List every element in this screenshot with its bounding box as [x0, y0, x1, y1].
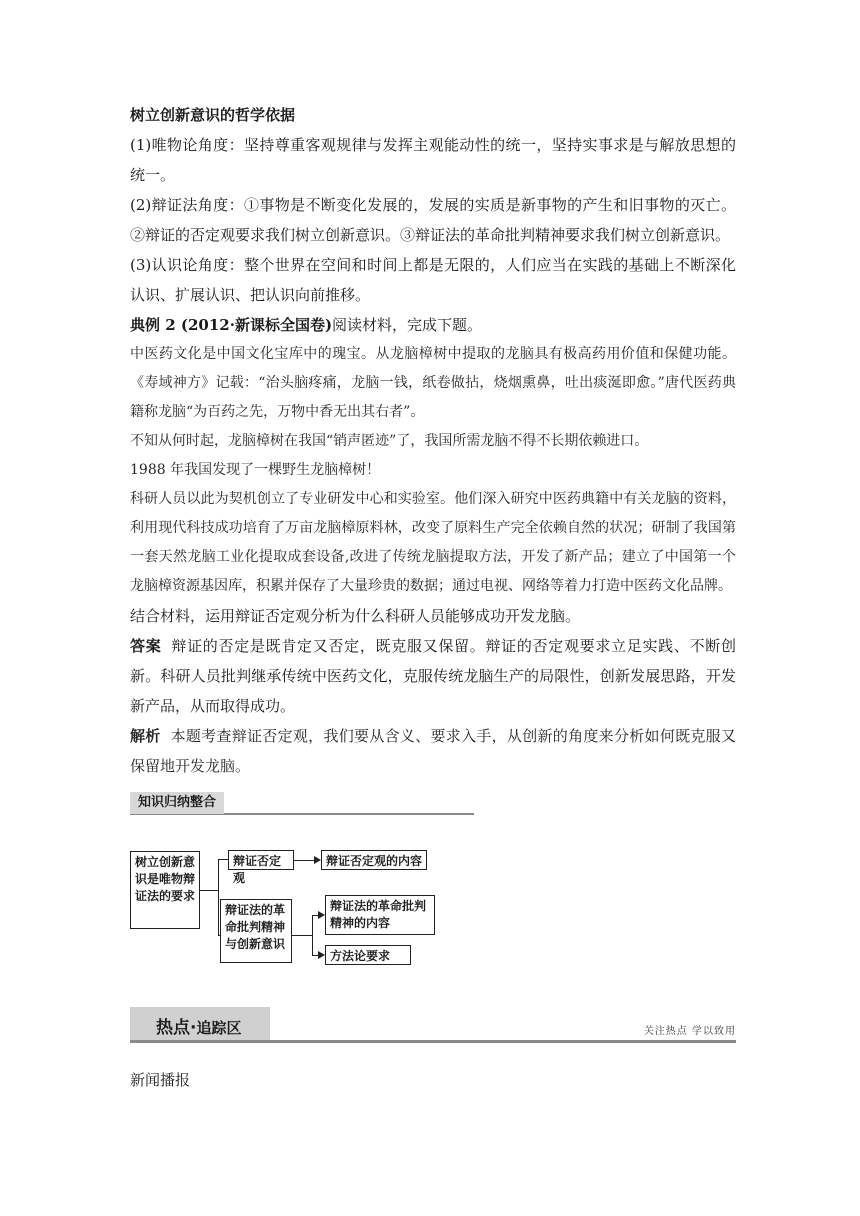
- connector-line: [218, 859, 228, 860]
- question-text: 结合材料，运用辩证否定观分析为什么科研人员能够成功开发龙脑。: [130, 607, 581, 625]
- hot-bar-right-text: 关注热点 学以致用: [643, 1026, 736, 1037]
- hot-bar-rule: [130, 1040, 736, 1043]
- hot-bar-title-main: 热点: [156, 1018, 190, 1038]
- connector-line: [218, 859, 219, 935]
- example-header: [130, 310, 736, 340]
- document-page: [130, 100, 736, 1095]
- point-dialectics: (2)辩证法角度：①事物是不断变化发展的，发展的实质是新事物的产生和旧事物的灭亡。②辩证的否定观要求我们树立创新意识。③辩证法的革命批判精神要求我们树立创新意识。: [130, 196, 736, 244]
- point-materialism: (1)唯物论角度：坚持尊重客观规律与发挥主观能动性的统一，坚持实事求是与解放思想的统一。: [130, 136, 736, 184]
- hot-topic-bar: [130, 1007, 736, 1043]
- diagram-branch2-leaf1-box: 辩证法的革命批判精神的内容: [325, 895, 435, 935]
- diagram-root-box: 树立创新意识是唯物辩证法的要求: [130, 851, 200, 929]
- hot-bar-title: [156, 1013, 241, 1038]
- example-label: 典例 2 (2012·新课标全国卷): [130, 316, 333, 334]
- analysis-label: 解析: [130, 727, 161, 745]
- material-paragraph: 不知从何时起，龙脑樟树在我国“销声匿迹”了，我国所需龙脑不得不长期依赖进口。: [130, 433, 649, 449]
- diagram-branch2-box: 辩证法的革命批判精神与创新意识: [220, 899, 292, 963]
- connector-line: [292, 935, 312, 936]
- example-instruction: 阅读材料，完成下题。: [332, 316, 483, 334]
- answer-label: 答案: [130, 637, 162, 655]
- diagram-branch1-leaf-box: 辩证否定观的内容: [321, 850, 427, 870]
- knowledge-diagram: [130, 831, 736, 981]
- hot-bar-title-sub: 追踪区: [196, 1019, 242, 1037]
- diagram-branch2-leaf2-box: 方法论要求: [325, 945, 411, 965]
- diagram-branch1-box: 辩证否定观: [228, 850, 294, 870]
- summary-section-header: [130, 791, 474, 815]
- section-heading: 树立创新意识的哲学依据: [130, 106, 296, 124]
- analysis-text: 本题考查辩证否定观，我们要从含义、要求入手，从创新的角度来分析如何既克服又保留地开发龙脑。: [130, 727, 736, 775]
- connector-line: [294, 860, 314, 861]
- arrow-right-icon: [314, 856, 321, 864]
- answer-text: 辩证的否定是既肯定又否定，既克服又保留。辩证的否定观要求立足实践、不断创新。科研人员批判继承传统中医药文化，克服传统龙脑生产的局限性，创新发展思路，开发新产品，从而取得成功。: [130, 637, 736, 715]
- hot-bar-title-dot: ·: [190, 1018, 197, 1038]
- analysis-block: [130, 721, 736, 781]
- point-epistemology: (3)认识论角度：整个世界在空间和时间上都是无限的，人们应当在实践的基础上不断深化认识、扩展认识、把认识向前推移。: [130, 256, 736, 304]
- arrow-right-icon: [318, 951, 325, 959]
- material-paragraph: 科研人员以此为契机创立了专业研发中心和实验室。他们深入研究中医药典籍中有关龙脑的资料，利用现代科技成功培育了万亩龙脑樟原料林，改变了原料生产完全依赖自然的状况；研制了我国第一套天然龙脑工业化提取成套设备,改进了传统龙脑提取方法，开发了新产品；建立了中国第一个龙脑樟资源基因库，积累并保存了大量珍贵的数据；通过电视、网络等着力打造中医药文化品牌。: [130, 491, 736, 594]
- connector-line: [312, 915, 313, 955]
- connector-line: [200, 890, 218, 891]
- summary-section-tag: 知识归纳整合: [130, 792, 224, 814]
- arrow-right-icon: [318, 911, 325, 919]
- answer-block: [130, 631, 736, 721]
- news-title: 新闻播报: [130, 1071, 191, 1089]
- material-paragraph: 中医药文化是中国文化宝库中的瑰宝。从龙脑樟树中提取的龙脑具有极高药用价值和保健功能。《寿域神方》记载：“治头脑疼痛，龙脑一钱，纸卷做拈，烧烟熏鼻，吐出痰涎即愈。”唐代医药典籍称龙脑“为百药之先，万物中香无出其右者”。: [130, 346, 736, 420]
- material-paragraph: 1988 年我国发现了一棵野生龙脑樟树！: [130, 462, 381, 478]
